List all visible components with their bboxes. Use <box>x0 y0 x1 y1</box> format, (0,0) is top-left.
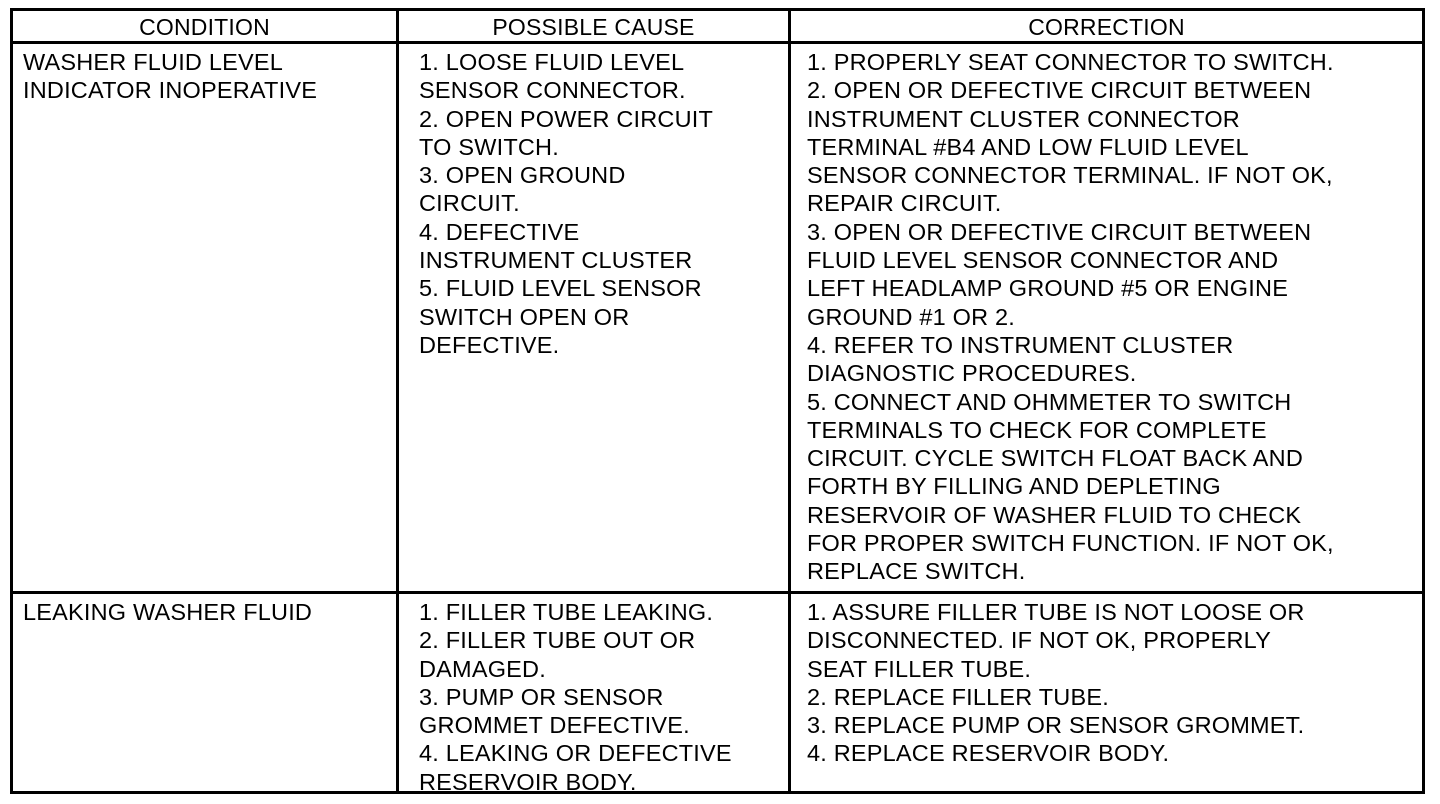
correction-line: LEFT HEADLAMP GROUND #5 OR ENGINE <box>807 275 1289 302</box>
row2-correction-cell <box>791 594 1422 791</box>
correction-line: FOR PROPER SWITCH FUNCTION. IF NOT OK, <box>807 530 1334 557</box>
header-condition: CONDITION <box>13 11 399 44</box>
condition-line: INDICATOR INOPERATIVE <box>23 77 318 104</box>
correction-line: 4. REFER TO INSTRUMENT CLUSTER <box>807 331 1234 358</box>
correction-line: RESERVOIR OF WASHER FLUID TO CHECK <box>807 501 1302 528</box>
correction-line: TERMINALS TO CHECK FOR COMPLETE <box>807 416 1267 443</box>
correction-line: TERMINAL #B4 AND LOW FLUID LEVEL <box>807 133 1249 160</box>
cause-line: TO SWITCH. <box>419 133 559 160</box>
correction-line: DISCONNECTED. IF NOT OK, PROPERLY <box>807 627 1272 654</box>
cause-line: SWITCH OPEN OR <box>419 303 630 330</box>
cause-line: DAMAGED. <box>419 655 546 682</box>
cause-line: SENSOR CONNECTOR. <box>419 77 686 104</box>
cause-line: 3. OPEN GROUND <box>419 162 626 189</box>
cause-line: 3. PUMP OR SENSOR <box>419 683 664 710</box>
cause-line: 1. LOOSE FLUID LEVEL <box>419 49 685 75</box>
header-possible-cause: POSSIBLE CAUSE <box>399 11 791 44</box>
correction-line: REPLACE SWITCH. <box>807 558 1026 585</box>
header-correction: CORRECTION <box>791 11 1422 44</box>
row1-cause-cell <box>399 44 791 594</box>
cause-line: 4. DEFECTIVE <box>419 218 580 245</box>
row2-cause-cell <box>399 594 791 791</box>
cause-line: CIRCUIT. <box>419 190 520 217</box>
condition-line: LEAKING WASHER FLUID <box>23 599 313 625</box>
diagnosis-grid <box>13 11 1422 791</box>
cause-line: 2. FILLER TUBE OUT OR <box>419 627 696 654</box>
correction-line: INSTRUMENT CLUSTER CONNECTOR <box>807 105 1240 132</box>
cause-line: 1. FILLER TUBE LEAKING. <box>419 599 714 625</box>
cause-line: 5. FLUID LEVEL SENSOR <box>419 275 702 302</box>
diagnosis-table <box>10 8 1425 794</box>
row2-condition-cell <box>13 594 399 791</box>
correction-line: DIAGNOSTIC PROCEDURES. <box>807 360 1137 387</box>
correction-line: 4. REPLACE RESERVOIR BODY. <box>807 740 1170 767</box>
correction-line: SENSOR CONNECTOR TERMINAL. IF NOT OK, <box>807 162 1333 189</box>
cause-line: 4. LEAKING OR DEFECTIVE <box>419 740 732 767</box>
cause-line: GROMMET DEFECTIVE. <box>419 712 690 739</box>
cause-line: INSTRUMENT CLUSTER <box>419 247 693 274</box>
correction-line: 3. OPEN OR DEFECTIVE CIRCUIT BETWEEN <box>807 218 1312 245</box>
correction-line: GROUND #1 OR 2. <box>807 303 1016 330</box>
correction-line: 3. REPLACE PUMP OR SENSOR GROMMET. <box>807 712 1305 739</box>
correction-line: CIRCUIT. CYCLE SWITCH FLOAT BACK AND <box>807 445 1303 472</box>
correction-line: 2. OPEN OR DEFECTIVE CIRCUIT BETWEEN <box>807 77 1312 104</box>
cause-line: DEFECTIVE. <box>419 331 560 358</box>
correction-line: 2. REPLACE FILLER TUBE. <box>807 683 1109 710</box>
correction-line: FLUID LEVEL SENSOR CONNECTOR AND <box>807 247 1279 274</box>
correction-line: 1. ASSURE FILLER TUBE IS NOT LOOSE OR <box>807 599 1305 625</box>
row1-correction-cell <box>791 44 1422 594</box>
correction-line: 5. CONNECT AND OHMMETER TO SWITCH <box>807 388 1292 415</box>
correction-line: SEAT FILLER TUBE. <box>807 655 1032 682</box>
row1-condition-cell <box>13 44 399 594</box>
condition-line: WASHER FLUID LEVEL <box>23 49 283 75</box>
cause-line: RESERVOIR BODY. <box>419 768 637 791</box>
cause-line: 2. OPEN POWER CIRCUIT <box>419 105 714 132</box>
correction-line: 1. PROPERLY SEAT CONNECTOR TO SWITCH. <box>807 49 1334 75</box>
correction-line: FORTH BY FILLING AND DEPLETING <box>807 473 1221 500</box>
correction-line: REPAIR CIRCUIT. <box>807 190 1002 217</box>
